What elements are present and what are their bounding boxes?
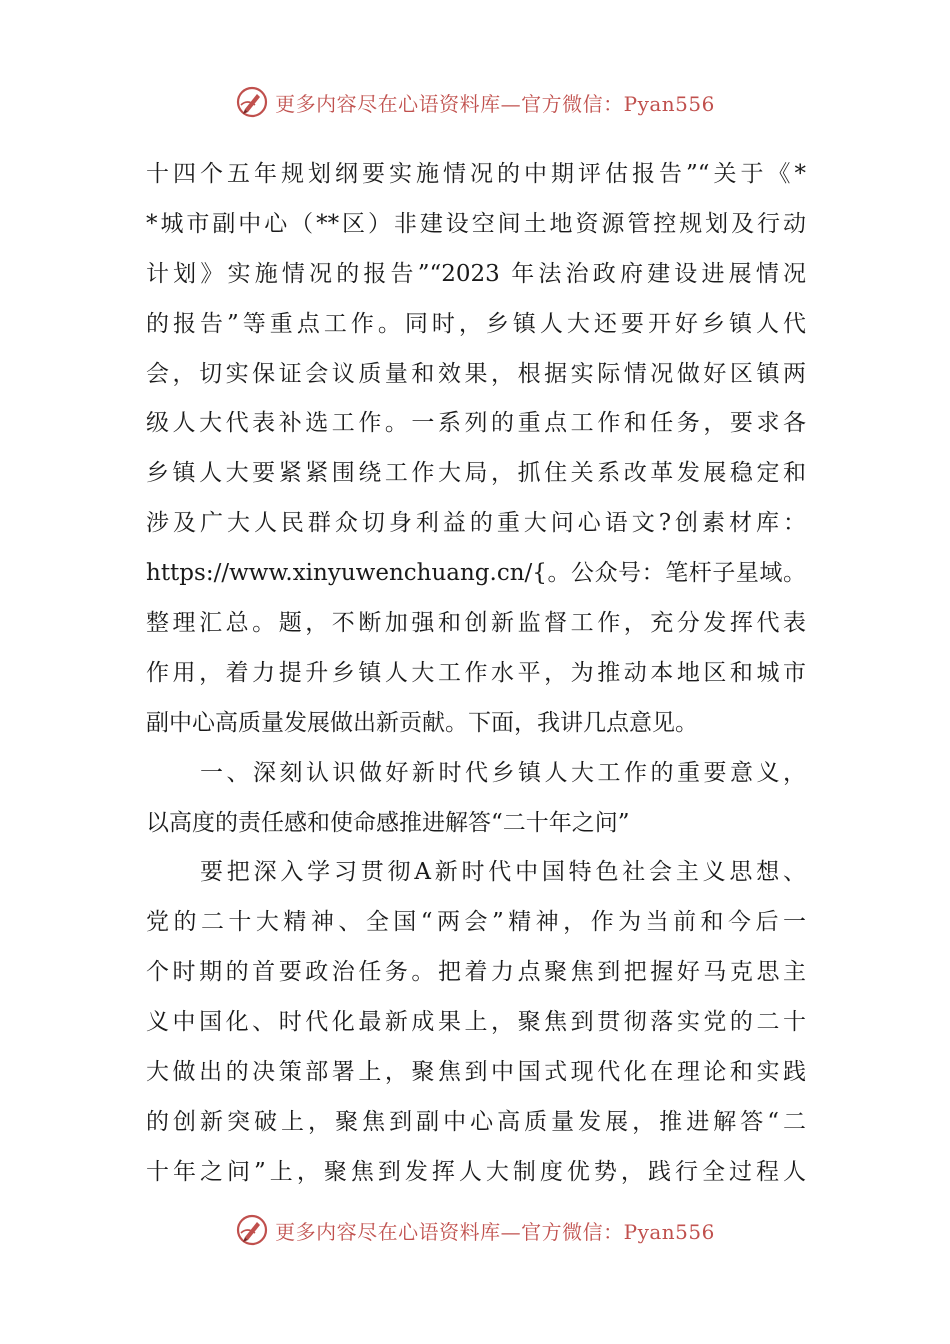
text-line: 大做出的决策部署上，聚焦到中国式现代化在理论和实践 [146,1059,806,1086]
text-line: 会，切实保证会议质量和效果，根据实际情况做好区镇两 [146,360,806,387]
document-body [146,150,806,1198]
header-text: 更多内容尽在心语资料库—官方微信：Pyan556 [275,91,715,116]
text-line: 义中国化、时代化最新成果上，聚焦到贯彻落实党的二十 [146,1009,806,1036]
url-line: https://www.xinyuwenchuang.cn/{。公众号：笔杆子星域。 [146,560,806,587]
text-line: 整理汇总。题，不断加强和创新监督工作，充分发挥代表 [146,610,806,637]
text-line: 乡镇人大要紧紧围绕工作大局，抓住关系改革发展稳定和 [146,460,806,487]
text-line: 计划》实施情况的报告”“2023 年法治政府建设进展情况 [146,260,806,287]
text-line: 十四个五年规划纲要实施情况的中期评估报告”“关于《* [146,161,806,187]
footer-text: 更多内容尽在心语资料库—官方微信：Pyan556 [275,1219,715,1244]
text-line: 作用，着力提升乡镇人大工作水平，为推动本地区和城市 [146,659,806,686]
pen-logo-icon [235,85,269,119]
text-line: 党的二十大精神、全国“两会”精神，作为当前和今后一 [146,909,806,936]
text-line: 的报告”等重点工作。同时，乡镇人大还要开好乡镇人代 [146,310,806,337]
text-line: 要把深入学习贯彻A新时代中国特色社会主义思想、 [200,859,806,886]
text-line: 个时期的首要政治任务。把着力点聚焦到把握好马克思主 [146,959,806,986]
section-heading-line: 一、深刻认识做好新时代乡镇人大工作的重要意义， [200,759,806,786]
text-line: 十年之问”上，聚焦到发挥人大制度优势，践行全过程人 [146,1158,806,1185]
footer-banner [0,1210,950,1250]
text-line: 级人大代表补选工作。一系列的重点工作和任务，要求各 [146,410,806,437]
section-heading-line: 以高度的责任感和使命感推进解答“二十年之问” [146,809,630,836]
pen-logo-icon [235,1213,269,1247]
text-line: 的创新突破上，聚焦到副中心高质量发展，推进解答“二 [146,1108,806,1135]
text-line: 副中心高质量发展做出新贡献。下面，我讲几点意见。 [146,709,698,736]
text-line: *城市副中心（**区）非建设空间土地资源管控规划及行动 [146,210,806,237]
header-banner [0,82,950,122]
text-line: 涉及广大人民群众切身利益的重大问心语文?创素材库： [146,510,806,537]
